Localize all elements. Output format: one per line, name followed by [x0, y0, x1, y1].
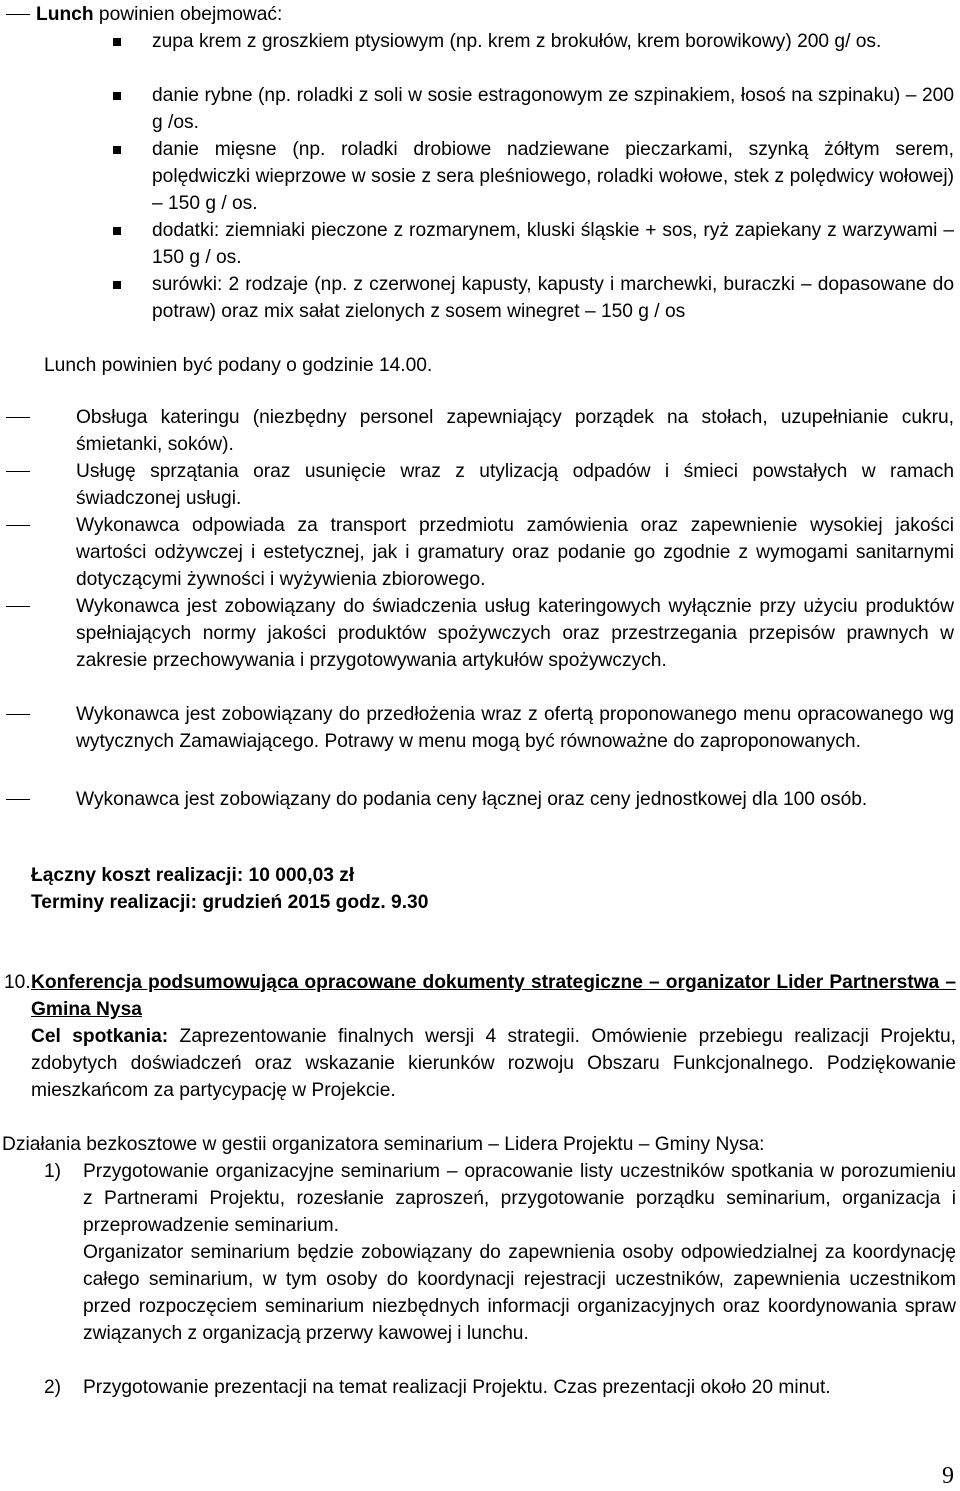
dash-bullet [6, 606, 30, 607]
requirement-text: Wykonawca jest zobowiązany do podania ceny łącznej oraz ceny jednostkowej dla 100 osób. [76, 789, 868, 810]
requirement-text: Wykonawca jest zobowiązany do świadczenia usług kateringowych wyłącznie przy użyciu produktów spełniających normy jakości produktów spożywczych oraz przestrzegania przepisów prawnych w zakresie przechowywania i przygotowywania artykułów spożywczych. [76, 596, 954, 671]
lunch-item [152, 271, 954, 325]
section-number: 10. [4, 972, 31, 993]
requirement-text: Usługę sprzątania oraz usunięcie wraz z utylizacją odpadów i śmieci powstałych w ramach świadczonej usługi. [76, 461, 954, 509]
section-title: Konferencja podsumowująca opracowane dokumenty strategiczne – organizator Lider Partnerstwa – Gmina Nysa [31, 972, 956, 1020]
page-number: 9 [942, 1463, 954, 1489]
requirement-text: Obsługa kateringu (niezbędny personel zapewniający porządek na stołach, uzupełnianie cukru, śmietanki, soków). [76, 407, 954, 455]
square-bullet [113, 227, 121, 235]
dash-bullet [6, 417, 30, 418]
lunch-heading [36, 1, 936, 28]
lunch-heading-rest: powinien obejmować: [93, 4, 283, 25]
total-cost: Łączny koszt realizacji: 10 000,03 zł [31, 865, 355, 886]
dash-bullet [6, 525, 30, 526]
square-bullet [113, 92, 121, 100]
lunch-item [152, 28, 954, 55]
lunch-item [152, 82, 954, 136]
requirement-item [76, 512, 954, 593]
meeting-goal-text: Zaprezentowanie finalnych wersji 4 strategii. Omówienie przebiegu realizacji Projektu, zdobytych doświadczeń oraz wskazanie kierunków rozwoju Obszaru Funkcjonalnego. Podziękowanie mieszkańcom za partycypację w Projekcie. [31, 1026, 956, 1101]
requirement-item [76, 786, 954, 813]
square-bullet [113, 281, 121, 289]
free-action-text: Przygotowanie prezentacji na temat realizacji Projektu. Czas prezentacji około 20 minut. [83, 1377, 831, 1398]
lunch-item-text: zupa krem z groszkiem ptysiowym (np. krem z brokułów, krem borowikowy) 200 g/ os. [152, 31, 882, 52]
list-number: 2) [44, 1377, 62, 1398]
lunch-item-text: danie mięsne (np. roladki drobiowe nadziewane pieczarkami, szynką żółtym serem, polędwiczki wieprzowe w sosie z sera pleśniowego, roladki wołowe, stek z polędwicy wołowej) – 150 g / os. [152, 139, 954, 214]
lunch-item [152, 217, 954, 271]
free-action-extra: Organizator seminarium będzie zobowiązany do zapewnienia osoby odpowiedzialnej za koordynację całego seminarium, w tym osoby do koordynacji rejestracji uczestników, zapewnienia uczestnikom przed rozpoczęciem seminarium niezbędnych informacji organizacyjnych oraz koordynowania spraw związanych z organizacją przerwy kawowej i lunchu. [83, 1242, 956, 1344]
list-number: 1) [44, 1161, 62, 1182]
dash-bullet [6, 471, 30, 472]
requirement-item [76, 701, 954, 755]
free-actions-intro: Działania bezkosztowe w gestii organizatora seminarium – Lidera Projektu – Gminy Nysa: [2, 1134, 765, 1155]
lunch-heading-bold: Lunch [36, 4, 94, 25]
meeting-goal-label: Cel spotkania: [31, 1026, 169, 1047]
lunch-item-text: surówki: 2 rodzaje (np. z czerwonej kapusty, kapusty i marchewki, buraczki – dopasowane do potraw) oraz mix sałat zielonych z sosem winegret – 150 g / os [152, 274, 954, 322]
square-bullet [113, 146, 121, 154]
dash-bullet [6, 799, 30, 800]
square-bullet [113, 38, 121, 46]
realization-date: Terminy realizacji: grudzień 2015 godz. 9.30 [31, 892, 429, 913]
requirement-text: Wykonawca odpowiada za transport przedmiotu zamówienia oraz zapewnienie wysokiej jakości wartości odżywczej i estetycznej, jak i gramatury oraz podanie go zgodnie z wymogami sanitarnymi dotyczącymi żywności i wyżywienia zbiorowego. [76, 515, 954, 590]
meeting-goal [31, 1023, 956, 1104]
lunch-item [152, 136, 954, 217]
dash-bullet [6, 14, 30, 15]
requirement-item [76, 404, 954, 458]
dash-bullet [6, 714, 30, 715]
lunch-time-note: Lunch powinien być podany o godzinie 14.00. [44, 355, 433, 376]
requirement-item [76, 593, 954, 674]
requirement-text: Wykonawca jest zobowiązany do przedłożenia wraz z ofertą proponowanego menu opracowanego wg wytycznych Zamawiającego. Potrawy w menu mogą być równoważne do zaproponowanych. [76, 704, 954, 752]
lunch-item-text: danie rybne (np. roladki z soli w sosie estragonowym ze szpinakiem, łosoś na szpinaku) – 200 g /os. [152, 85, 954, 133]
free-action-text: Przygotowanie organizacyjne seminarium – opracowanie listy uczestników spotkania w porozumieniu z Partnerami Projektu, rozesłanie zaproszeń, przygotowanie porządku seminarium, organizacja i przeprowadzenie seminarium. [83, 1161, 956, 1236]
lunch-item-text: dodatki: ziemniaki pieczone z rozmarynem, kluski śląskie + sos, ryż zapiekany z warzywami – 150 g / os. [152, 220, 954, 268]
requirement-item [76, 458, 954, 512]
